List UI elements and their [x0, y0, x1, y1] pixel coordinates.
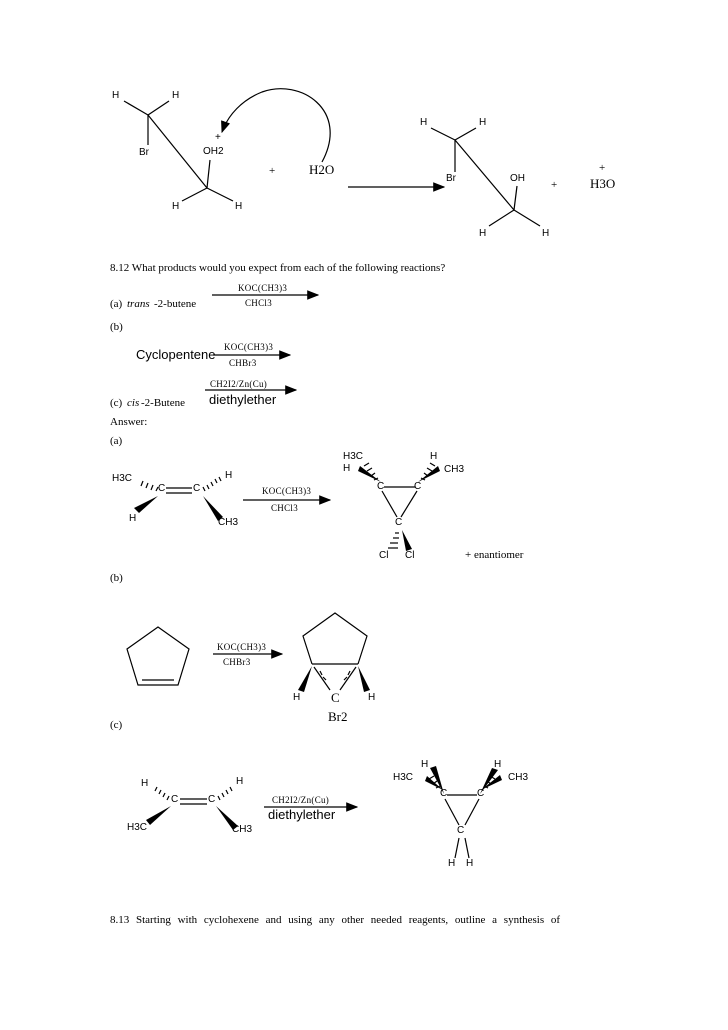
answer-c-p-h: H [448, 858, 456, 869]
prod-h-label: H [420, 117, 428, 128]
answer-a-ch3: CH3 [218, 517, 239, 528]
answer-b-p-br2: Br2 [328, 709, 348, 724]
answer-c-label: (c) [110, 719, 123, 731]
answer-a-product-wedge-1 [358, 466, 381, 482]
q812a-reagent-top: KOC(CH3)3 [238, 283, 288, 293]
answer-a-alkene [166, 488, 192, 493]
answer-c-product-bottom-bonds [455, 838, 469, 858]
answer-a-p-h: H [343, 463, 351, 474]
answer-b-bicyclic-product [303, 613, 367, 690]
answer-c-c2: C [208, 794, 216, 805]
answer-b-reagent-bottom: CHBr3 [223, 657, 251, 667]
q812b-reagent-bottom: CHBr3 [229, 358, 257, 368]
mech-plus-sign: + [269, 165, 276, 177]
answer-c-alkene [180, 799, 207, 804]
answer-a-c1: C [158, 483, 166, 494]
answer-c-p-c1: C [440, 788, 448, 799]
answer-b-p-h: H [293, 692, 301, 703]
answer-c-hashed-bonds [155, 787, 232, 800]
q812c-reagent-top: CH2I2/Zn(Cu) [210, 379, 268, 389]
answer-c-p-h: H [421, 759, 429, 770]
q812c-substrate-italic: cis [127, 397, 140, 409]
q812b-substrate: Cyclopentene [136, 347, 216, 362]
answer-a-hashed-bonds [141, 477, 221, 491]
answer-a-p-c1: C [377, 481, 385, 492]
q812a-substrate-italic: trans [127, 298, 150, 310]
hydronium-charge: + [599, 162, 606, 174]
mech-oh2-label: OH2 [203, 146, 224, 157]
answer-a-p-cl: Cl [405, 550, 415, 561]
q812a-label: (a) [110, 298, 123, 310]
answer-c-p-c3: C [457, 825, 465, 836]
prod-br-label: Br [446, 173, 456, 184]
answer-b-label: (b) [110, 572, 123, 584]
answer-b-p-c: C [331, 690, 340, 705]
answer-a-label: (a) [110, 435, 123, 447]
prod-h-label: H [479, 228, 487, 239]
question-8-12: 8.12 What products would you expect from each of the following reactions? [110, 262, 446, 274]
q812b-label: (b) [110, 321, 123, 333]
answer-a-p-h3c: H3C [343, 451, 364, 462]
q812b-reagent-top: KOC(CH3)3 [224, 342, 274, 352]
answer-c-h: H [141, 778, 149, 789]
answer-a-h-left: H [129, 513, 137, 524]
answer-c-cyclopropane [445, 795, 479, 825]
answer-a-product-hashes [364, 463, 435, 548]
q812a-reagent-bottom: CHCl3 [245, 298, 273, 308]
answer-a-reagent-bottom: CHCl3 [271, 503, 299, 513]
answer-a-wedge-left [134, 496, 158, 513]
answer-c-p-c2: C [477, 788, 485, 799]
answer-a-product-wedge-3 [402, 530, 412, 551]
answer-a-h-right: H [225, 470, 233, 481]
mech-h-label: H [172, 201, 180, 212]
mech-h-label: H [112, 90, 120, 101]
answer-b-hashes [320, 671, 350, 680]
mech-h-label: H [235, 201, 243, 212]
answer-a-h3c: H3C [112, 473, 133, 484]
answer-c-h3c: H3C [127, 822, 148, 833]
answer-c-c1: C [171, 794, 179, 805]
answer-c-reagent-bottom: diethylether [268, 807, 336, 822]
answer-c-ch3: CH3 [232, 824, 253, 835]
answer-c-p-h: H [494, 759, 502, 770]
answer-b-p-h: H [368, 692, 376, 703]
q812c-substrate: -2-Butene [141, 397, 185, 409]
answer-heading: Answer: [110, 416, 148, 428]
answer-b-wedge-right [358, 666, 370, 692]
hydronium-label: H3O [590, 176, 616, 191]
answer-c-wedge-left [146, 806, 171, 825]
answer-c-h: H [236, 776, 244, 787]
answer-a-c2: C [193, 483, 201, 494]
answer-a-p-cl: Cl [379, 550, 389, 561]
curved-electron-arrow [222, 89, 330, 162]
question-8-13: 8.13 Starting with cyclohexene and using any other needed reagents, outline a synthesis of [110, 914, 561, 926]
answer-a-reagent-top: KOC(CH3)3 [262, 486, 312, 496]
answer-c-p-h3c: H3C [393, 772, 414, 783]
answer-a-p-h: H [430, 451, 438, 462]
answer-c-reagent-top: CH2I2/Zn(Cu) [272, 795, 330, 805]
mech-h-label: H [172, 90, 180, 101]
prod-h-label: H [542, 228, 550, 239]
answer-a-enantiomer: + enantiomer [465, 549, 524, 561]
prod-oh-label: OH [510, 173, 525, 184]
mech-br-label: Br [139, 147, 149, 158]
prod-h-label: H [479, 117, 487, 128]
q812a-substrate: -2-butene [154, 298, 197, 310]
answer-a-p-c2: C [414, 481, 422, 492]
q812c-label: (c) [110, 397, 123, 409]
mech-positive-charge: + [215, 132, 221, 143]
answer-b-cyclopentene [127, 627, 189, 685]
mech-water: H2O [309, 162, 335, 177]
answer-a-product-wedge-2 [418, 466, 440, 482]
prod-plus-sign: + [551, 179, 558, 191]
q812c-reagent-bottom: diethylether [209, 392, 277, 407]
answer-b-wedge-left [298, 666, 312, 692]
answer-c-p-h: H [466, 858, 474, 869]
answer-a-cyclopropane [382, 487, 417, 517]
answer-a-p-ch3: CH3 [444, 464, 465, 475]
answer-b-reagent-top: KOC(CH3)3 [217, 642, 267, 652]
answer-a-p-c3: C [395, 517, 403, 528]
answer-c-p-ch3: CH3 [508, 772, 529, 783]
